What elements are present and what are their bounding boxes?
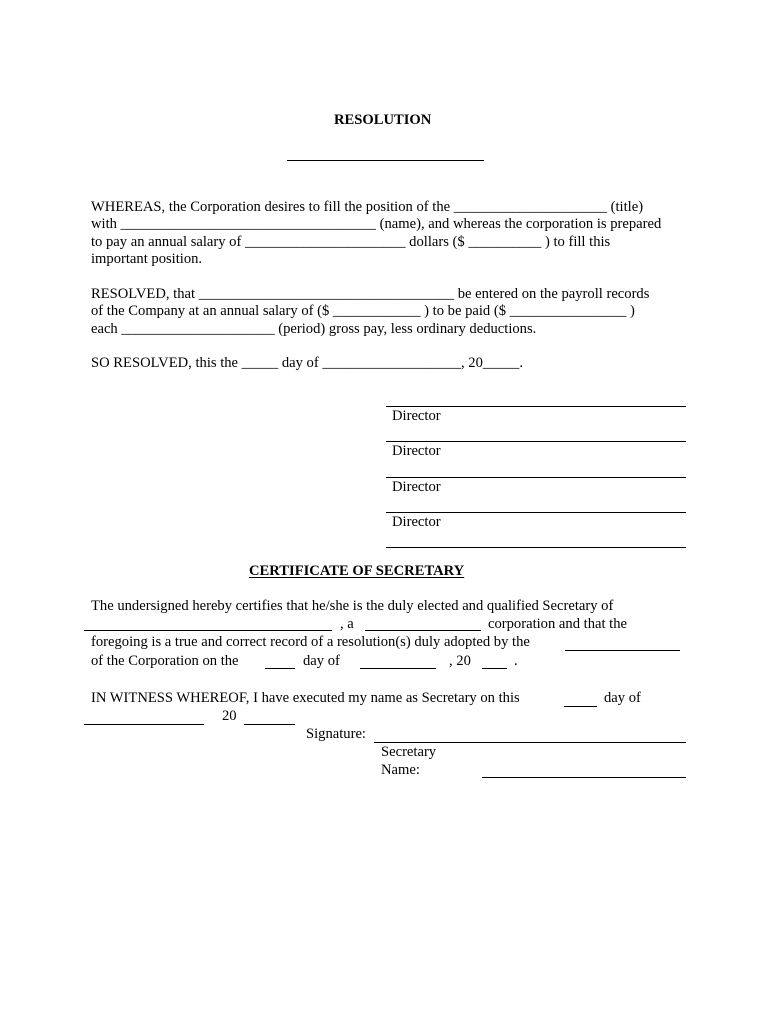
signature-label: Signature: xyxy=(306,726,366,742)
blank-witness-month xyxy=(84,724,204,725)
resolved-line-2: of the Company at an annual salary of ($ ____________ ) to be paid ($ ________________ ) xyxy=(91,303,635,319)
director-signature-line-4 xyxy=(386,512,686,513)
whereas-line-3: to pay an annual salary of ______________________ dollars ($ __________ ) to fill this xyxy=(91,234,611,250)
signature-line xyxy=(374,742,686,743)
certificate-line-1: The undersigned hereby certifies that he/she is the duly elected and qualified Secretary of xyxy=(91,598,614,614)
resolution-title: RESOLUTION xyxy=(334,112,432,128)
certificate-title: CERTIFICATE OF SECRETARY xyxy=(249,563,465,579)
certificate-line-2b: corporation and that the xyxy=(488,616,627,632)
name-label: Name: xyxy=(381,762,420,778)
so-resolved-line: SO RESOLVED, this the _____ day of ___________________, 20_____. xyxy=(91,355,524,371)
director-label-1: Director xyxy=(392,408,441,424)
witness-line-b: day of xyxy=(604,690,641,706)
blank-cert-month xyxy=(360,668,436,669)
resolved-line-1: RESOLVED, that ___________________________________ be entered on the payroll records xyxy=(91,286,650,302)
director-label-3: Director xyxy=(392,479,441,495)
director-label-2: Director xyxy=(392,443,441,459)
director-signature-line-1 xyxy=(386,406,686,407)
whereas-line-1: WHEREAS, the Corporation desires to fill the position of the _____________________ (title) xyxy=(91,199,644,215)
blank-witness-year xyxy=(244,724,295,725)
certificate-line-4a: of the Corporation on the xyxy=(91,653,239,669)
resolved-line-3: each _____________________ (period) gross pay, less ordinary deductions. xyxy=(91,321,537,337)
blank-secretary-name xyxy=(84,630,332,631)
blank-cert-year xyxy=(482,668,507,669)
blank-witness-day xyxy=(564,706,597,707)
certificate-line-4c: , 20 xyxy=(449,653,471,669)
blank-cert-day xyxy=(265,668,295,669)
witness-line-a: IN WITNESS WHEREOF, I have executed my name as Secretary on this xyxy=(91,690,520,706)
whereas-line-4: important position. xyxy=(91,251,203,267)
certificate-line-4b: day of xyxy=(303,653,340,669)
certificate-line-3: foregoing is a true and correct record of a resolution(s) duly adopted by the xyxy=(91,634,530,650)
director-signature-line-3 xyxy=(386,477,686,478)
secretary-label: Secretary xyxy=(381,744,437,760)
whereas-line-2: with ___________________________________ (name), and whereas the corporation is prepared xyxy=(91,216,662,232)
secretary-name-line xyxy=(482,777,686,778)
certificate-line-2a: , a xyxy=(340,616,354,632)
blank-state xyxy=(365,630,481,631)
blank-adopted-by xyxy=(565,650,680,651)
director-signature-line-5 xyxy=(386,547,686,548)
certificate-line-4d: . xyxy=(514,653,518,669)
title-divider xyxy=(287,160,484,161)
witness-year-label: 20 xyxy=(222,708,237,724)
director-signature-line-2 xyxy=(386,441,686,442)
director-label-4: Director xyxy=(392,514,441,530)
